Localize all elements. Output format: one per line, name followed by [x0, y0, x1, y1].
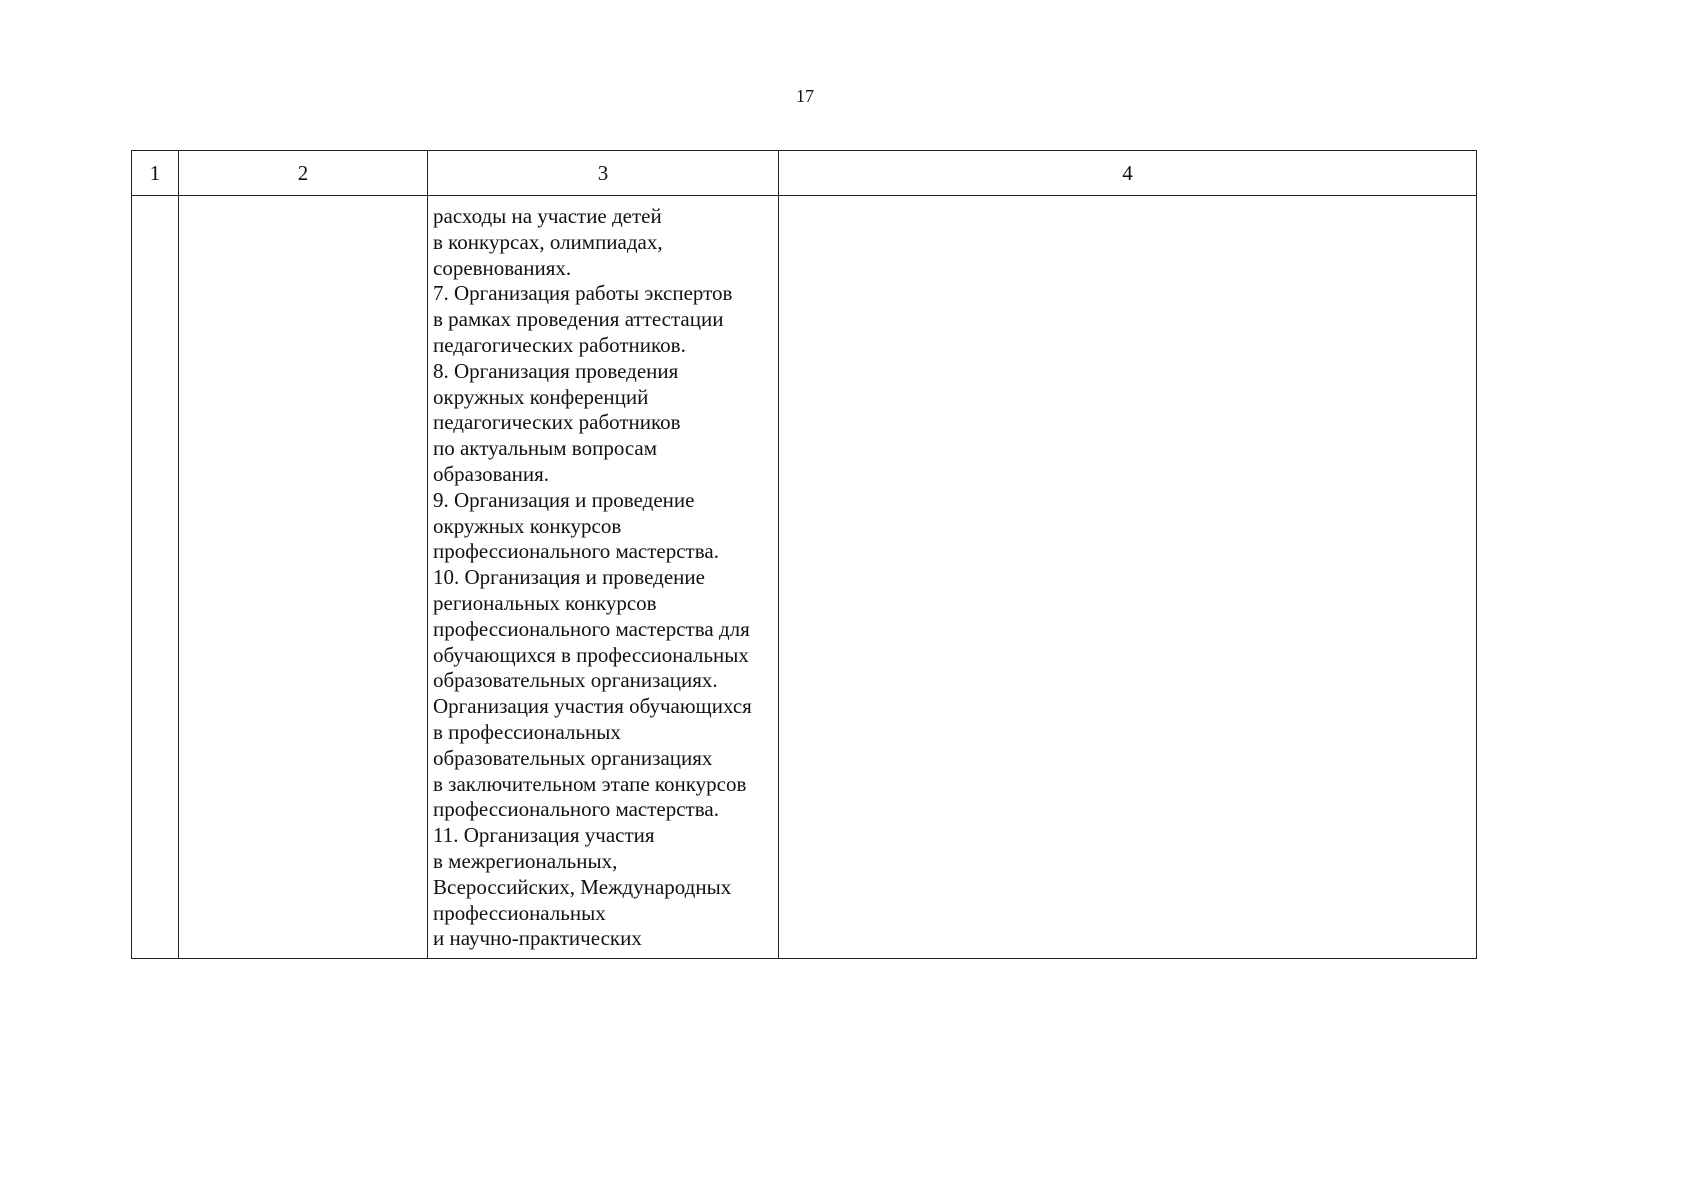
column-header-3: 3	[428, 151, 779, 196]
text-line: профессионального мастерства.	[433, 797, 719, 822]
text-line: 7. Организация работы экспертов	[433, 281, 733, 306]
text-line: 9. Организация и проведение	[433, 487, 695, 512]
text-line: образования.	[433, 461, 550, 486]
text-line: в рамках проведения аттестации	[433, 307, 724, 332]
text-line: по актуальным вопросам	[433, 436, 658, 461]
text-line: в межрегиональных,	[433, 848, 618, 873]
text-line: расходы на участие детей	[433, 204, 662, 228]
text-line: образовательных организациях.	[433, 668, 718, 693]
text-line: региональных конкурсов	[433, 590, 657, 615]
text-line: профессионального мастерства.	[433, 539, 719, 564]
text-line: Всероссийских, Международных	[433, 874, 732, 899]
text-line: образовательных организациях	[433, 745, 713, 770]
text-line: 8. Организация проведения	[433, 358, 679, 383]
column-header-4: 4	[779, 151, 1477, 196]
column-header-2: 2	[179, 151, 428, 196]
text-line: в заключительном этапе конкурсов	[433, 771, 747, 796]
text-line: соревнованиях.	[433, 255, 572, 280]
table-row	[132, 196, 1477, 959]
text-line: и научно-практических	[433, 926, 642, 951]
text-line: профессиональных	[433, 900, 606, 925]
page-number: 17	[796, 86, 814, 106]
text-line: 11. Организация участия	[433, 823, 655, 848]
document-table	[131, 150, 1477, 959]
text-line: в профессиональных	[433, 719, 621, 744]
column-header-1: 1	[132, 151, 179, 196]
text-line: в конкурсах, олимпиадах,	[433, 229, 663, 254]
cell-col1	[132, 196, 179, 959]
text-line: Организация участия обучающихся	[433, 694, 752, 719]
text-line: окружных конкурсов	[433, 513, 622, 538]
text-line: педагогических работников.	[433, 332, 686, 357]
text-line: 10. Организация и проведение	[433, 565, 705, 590]
cell-col4	[779, 196, 1477, 959]
text-line: окружных конференций	[433, 384, 649, 409]
activities-text	[428, 196, 778, 952]
text-line: педагогических работников	[433, 410, 681, 435]
table-header-row	[132, 151, 1477, 196]
text-line: профессионального мастерства для	[433, 616, 750, 641]
cell-col3	[428, 196, 779, 959]
text-line: обучающихся в профессиональных	[433, 642, 749, 667]
cell-col2	[179, 196, 428, 959]
